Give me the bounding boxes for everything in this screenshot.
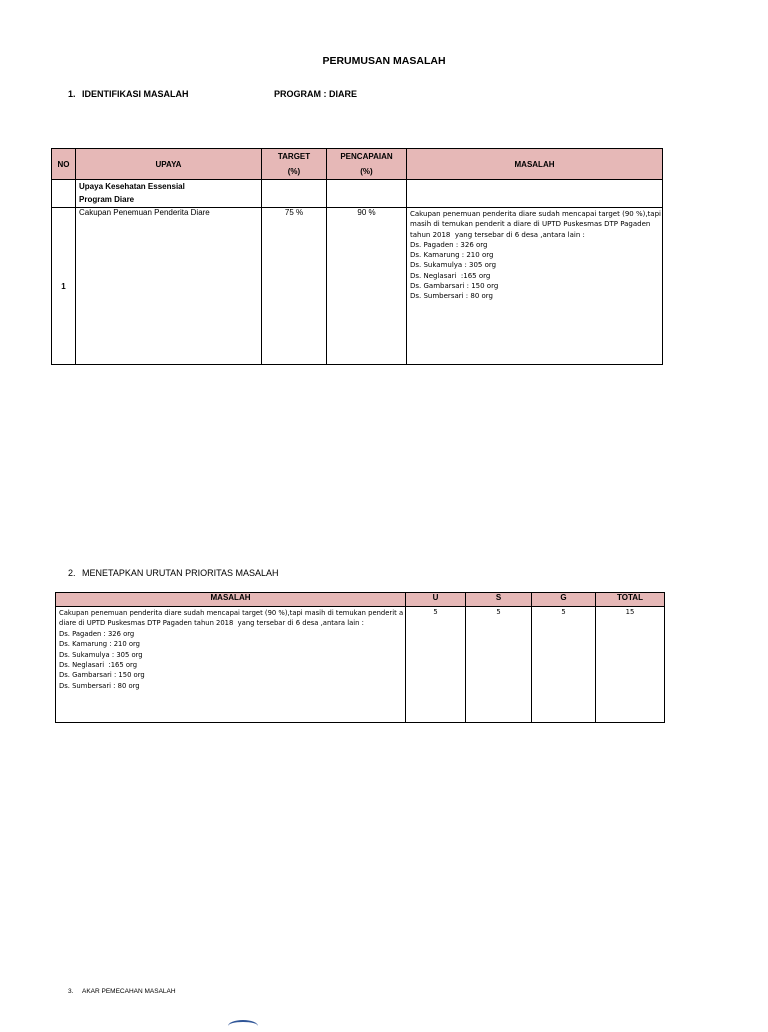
section1-heading [68,89,189,99]
page-title: PERUMUSAN MASALAH [322,55,446,67]
masalah-line: Cakupan penemuan penderita diare sudah mencapai target (90 %),tapi masih di temukan penderit a [59,609,404,617]
header-no: NO [52,149,76,180]
row-pencapaian: 90 % [327,208,407,365]
row-target: 75 % [262,208,327,365]
masalah-line: tahun 2018 yang tersebar di 6 desa ,antara lain : [410,230,585,239]
table-group-row [52,180,663,208]
header-pencapaian [327,149,407,180]
section1-heading-text: IDENTIFIKASI MASALAH [82,89,189,99]
masalah-line: Ds. Sumbersari : 80 org [410,292,493,301]
row-upaya: Cakupan Penemuan Penderita Diare [76,208,262,365]
priority-table [55,592,665,723]
section2-heading [68,568,279,578]
group-upaya-line2: Program Diare [79,195,135,204]
masalah-line: Ds. Neglasari :165 org [59,661,138,670]
header-upaya: UPAYA [76,149,262,180]
group-no-cell [52,180,76,208]
row-no: 1 [52,208,76,365]
header-pencapaian-line1: PENCAPAIAN [340,152,393,161]
table-header-row [52,149,663,180]
header-target-line2: (%) [287,167,301,176]
priority-total: 15 [596,607,665,723]
masalah-line: Ds. Pagaden : 326 org [59,629,135,638]
group-masalah-cell [407,180,663,208]
masalah-line: diare di UPTD Puskesmas DTP Pagaden tahun 2018 yang tersebar di 6 desa ,antara lain : [59,619,364,628]
group-upaya-cell [76,180,262,208]
group-pencapaian-cell [327,180,407,208]
header-target [262,149,327,180]
group-upaya-line1: Upaya Kesehatan Essensial [79,182,185,191]
section3-heading [68,988,176,995]
header-masalah: MASALAH [407,149,663,180]
problem-identification-table [51,148,663,365]
masalah-line: Ds. Pagaden : 326 org [410,240,488,249]
priority-header-g: G [532,593,596,607]
masalah-line: Ds. Neglasari :165 org [410,271,491,280]
priority-s: 5 [466,607,532,723]
masalah-line: Cakupan penemuan penderita diare sudah mencapai target (90 %),tapi [410,210,661,218]
masalah-line: Ds. Kamarung : 210 org [410,251,494,260]
section3-number: 3. [68,988,74,995]
masalah-line: Ds. Sumbersari : 80 org [59,681,140,690]
section1-number: 1. [68,89,76,99]
masalah-line: masih di temukan penderit a diare di UPTD Puskesmas DTP Pagaden [410,220,651,229]
group-target-cell [262,180,327,208]
priority-header-row [56,593,665,607]
row-masalah [407,208,663,365]
priority-header-s: S [466,593,532,607]
priority-u: 5 [406,607,466,723]
program-label: PROGRAM : DIARE [274,89,357,99]
header-target-line1: TARGET [277,152,311,161]
priority-masalah [56,607,406,723]
masalah-line: Ds. Gambarsari : 150 org [59,671,145,680]
priority-header-masalah: MASALAH [56,593,406,607]
priority-header-u: U [406,593,466,607]
masalah-line: Ds. Sukamulya : 305 org [59,650,143,659]
masalah-line: Ds. Gambarsari : 150 org [410,282,499,291]
section3-heading-text: AKAR PEMECAHAN MASALAH [82,988,176,995]
masalah-line: Ds. Sukamulya : 305 org [410,261,497,270]
section2-heading-text: MENETAPKAN URUTAN PRIORITAS MASALAH [82,568,279,578]
priority-header-total: TOTAL [596,593,665,607]
table-row [52,208,663,365]
masalah-line: Ds. Kamarung : 210 org [59,640,141,649]
decorative-arc [228,1020,258,1032]
table-row [56,607,665,723]
priority-g: 5 [532,607,596,723]
header-pencapaian-line2: (%) [360,167,373,176]
section2-number: 2. [68,568,76,578]
